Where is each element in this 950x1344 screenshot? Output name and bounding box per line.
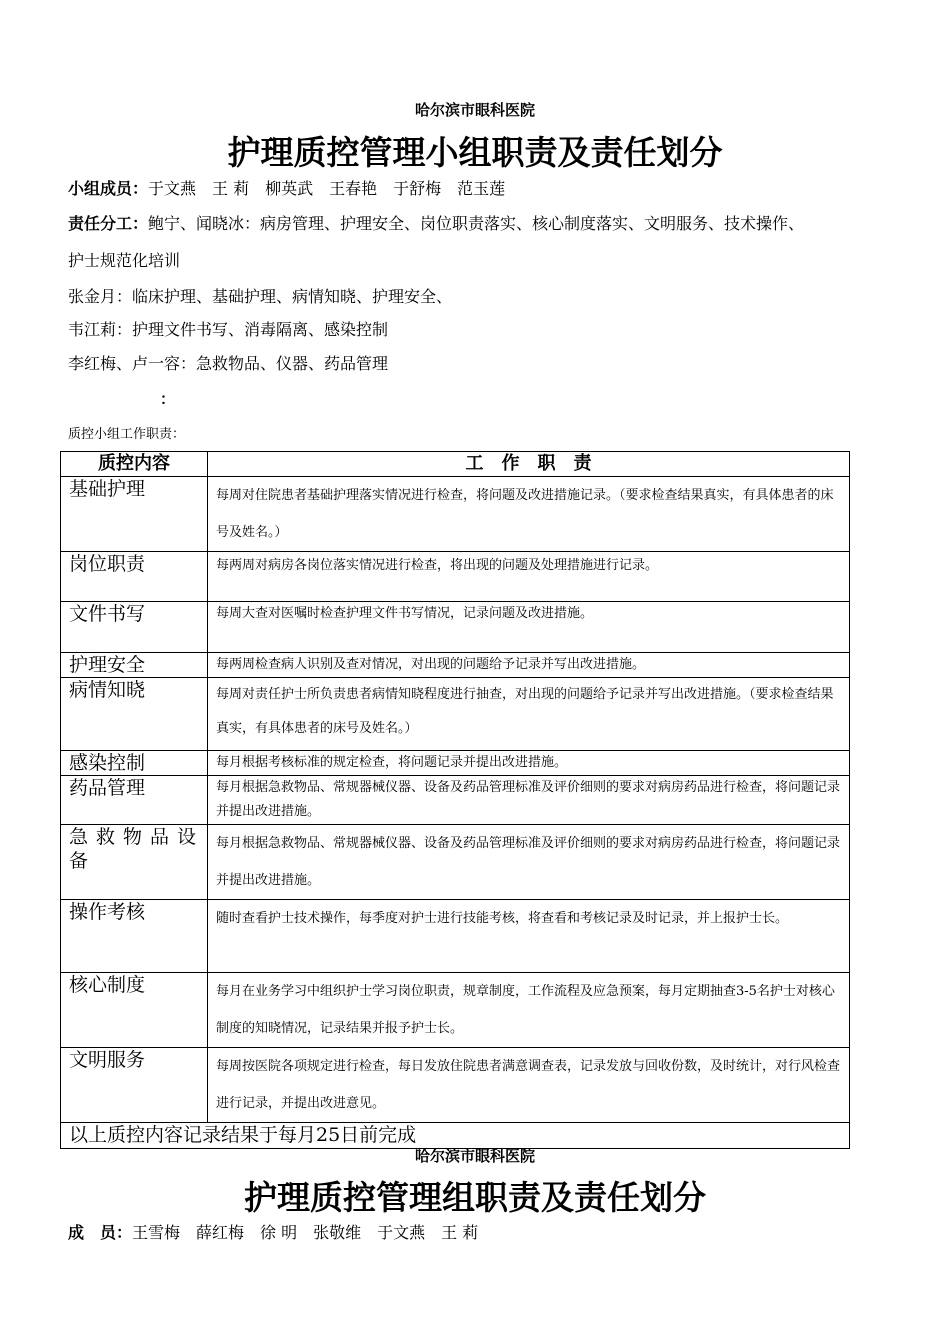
assignment-line-4: 韦江莉：护理文件书写、消毒隔离、感染控制 bbox=[68, 320, 389, 339]
duty-cell: 每两周对病房各岗位落实情况进行检查，将出现的问题及处理措施进行记录。 bbox=[208, 552, 850, 602]
table-row bbox=[61, 825, 850, 900]
assignment-label: 责任分工： bbox=[68, 214, 149, 233]
assignment-line-3: 张金月：临床护理、基础护理、病情知晓、护理安全、 bbox=[68, 287, 453, 306]
table-row bbox=[61, 973, 850, 1048]
work-duties-label: 质控小组工作职责： bbox=[68, 427, 186, 442]
table-row bbox=[61, 477, 850, 552]
header-item: 质控内容 bbox=[61, 452, 208, 477]
item-cell: 文明服务 bbox=[61, 1048, 208, 1123]
table-row bbox=[61, 678, 850, 751]
table-header-row bbox=[61, 452, 850, 477]
duty-cell: 每周大查对医嘱时检查护理文件书写情况，记录问题及改进措施。 bbox=[208, 602, 850, 653]
item-cell: 操作考核 bbox=[61, 900, 208, 973]
duty-cell: 每月根据急救物品、常规器械仪器、设备及药品管理标准及评价细则的要求对病房药品进行检查，将问题记录并提出改进措施。 bbox=[208, 776, 850, 825]
members-line bbox=[68, 176, 505, 199]
table-row bbox=[61, 751, 850, 776]
duty-cell: 每月根据考核标准的规定检查，将问题记录并提出改进措施。 bbox=[208, 751, 850, 776]
table-row bbox=[61, 602, 850, 653]
item-cell: 感染控制 bbox=[61, 751, 208, 776]
item-cell: 护理安全 bbox=[61, 653, 208, 678]
members-label-2: 成 员： bbox=[68, 1223, 133, 1242]
members-value-2: 王雪梅 薛红梅 徐 明 张敬维 于文燕 王 莉 bbox=[132, 1223, 479, 1242]
table-row bbox=[61, 1048, 850, 1123]
item-cell: 基础护理 bbox=[61, 477, 208, 552]
qc-duty-table bbox=[60, 451, 850, 1149]
table-row bbox=[61, 776, 850, 825]
members-value: 于文燕 王 莉 柳英武 王春艳 于舒梅 范玉莲 bbox=[148, 179, 506, 198]
members-label: 小组成员： bbox=[68, 179, 149, 198]
assignment-line bbox=[68, 211, 804, 234]
assignment-text: 鲍宁、闻晓冰：病房管理、护理安全、岗位职责落实、核心制度落实、文明服务、技术操作、 bbox=[148, 214, 805, 233]
item-cell: 文件书写 bbox=[61, 602, 208, 653]
hospital-name-2: 哈尔滨市眼科医院 bbox=[414, 1147, 535, 1165]
assignment-line-2: 护士规范化培训 bbox=[68, 251, 181, 270]
item-cell: 核心制度 bbox=[61, 973, 208, 1048]
stray-colon: ： bbox=[160, 390, 176, 408]
table-row bbox=[61, 552, 850, 602]
assignment-line-5: 李红梅、卢一容：急救物品、仪器、药品管理 bbox=[68, 354, 389, 373]
table-row bbox=[61, 900, 850, 973]
header-duty: 工 作 职 责 bbox=[208, 452, 850, 477]
duty-cell: 每周按医院各项规定进行检查，每日发放住院患者满意调查表，记录发放与回收份数，及时统计，对行风检查进行记录，并提出改进意见。 bbox=[208, 1048, 850, 1123]
duty-cell: 每月根据急救物品、常规器械仪器、设备及药品管理标准及评价细则的要求对病房药品进行检查，将问题记录并提出改进措施。 bbox=[208, 825, 850, 900]
hospital-name: 哈尔滨市眼科医院 bbox=[414, 101, 535, 119]
table-footer-note: 以上质控内容记录结果于每月25日前完成 bbox=[61, 1123, 850, 1149]
duty-cell: 每周对住院患者基础护理落实情况进行检查，将问题及改进措施记录。（要求检查结果真实，有具体患者的床号及姓名。） bbox=[208, 477, 850, 552]
page-title: 护理质控管理小组职责及责任划分 bbox=[227, 133, 723, 172]
duty-cell: 每周对责任护士所负责患者病情知晓程度进行抽查，对出现的问题给予记录并写出改进措施。（要求检查结果真实，有具体患者的床号及姓名。） bbox=[208, 678, 850, 751]
page-title-2: 护理质控管理组职责及责任划分 bbox=[244, 1178, 706, 1217]
item-cell: 病情知晓 bbox=[61, 678, 208, 751]
table-row bbox=[61, 653, 850, 678]
duty-cell: 每月在业务学习中组织护士学习岗位职责，规章制度，工作流程及应急预案，每月定期抽查3-5名护士对核心制度的知晓情况，记录结果并报予护士长。 bbox=[208, 973, 850, 1048]
members-line-2 bbox=[68, 1220, 478, 1243]
item-cell: 急救物品设备 bbox=[61, 825, 208, 900]
item-cell: 药品管理 bbox=[61, 776, 208, 825]
duty-cell: 每两周检查病人识别及查对情况，对出现的问题给予记录并写出改进措施。 bbox=[208, 653, 850, 678]
duty-cell: 随时查看护士技术操作，每季度对护士进行技能考核，将查看和考核记录及时记录，并上报护士长。 bbox=[208, 900, 850, 973]
item-cell: 岗位职责 bbox=[61, 552, 208, 602]
